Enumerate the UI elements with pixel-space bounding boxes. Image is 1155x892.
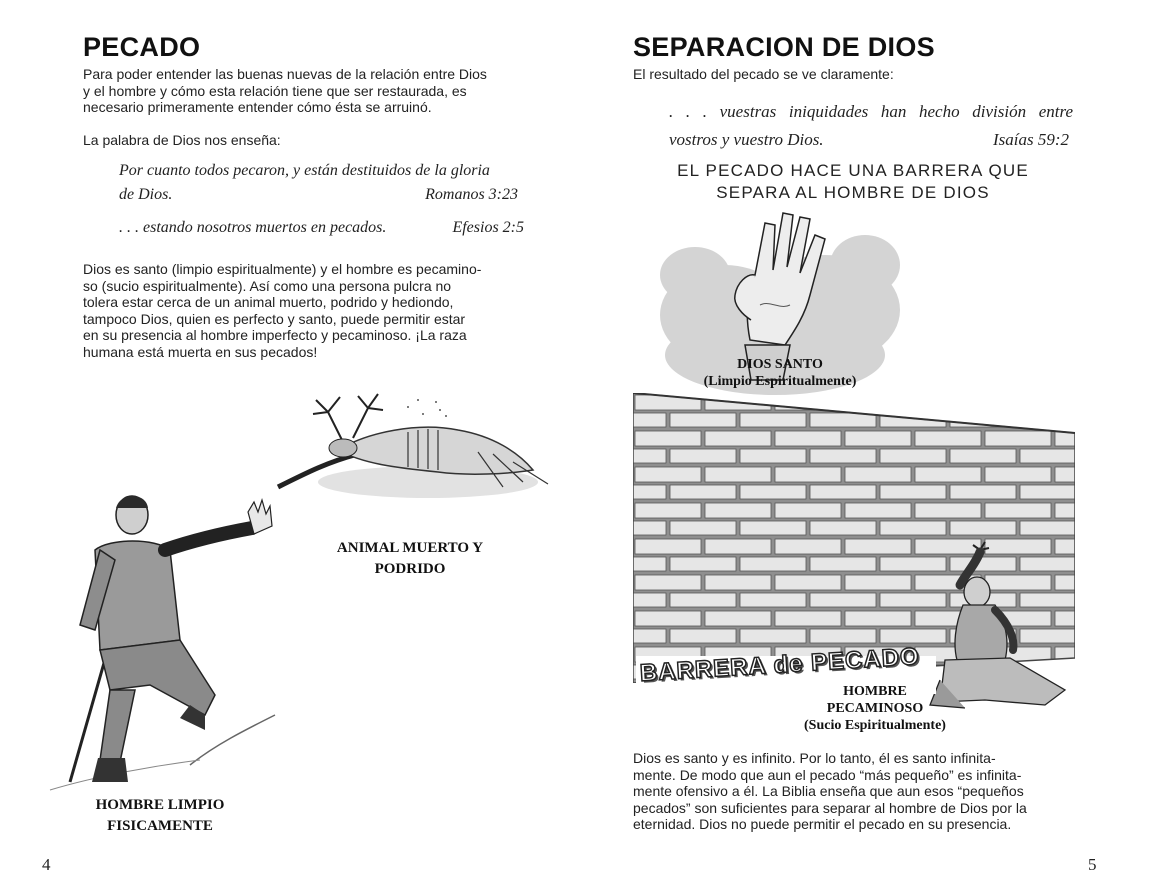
right-intro: El resultado del pecado se ve claramente: xyxy=(633,66,894,82)
verse-romanos xyxy=(119,159,524,207)
paragraph-line: mente. De modo que aun el pecado “más pequeño” es infinita- xyxy=(633,766,1022,783)
caption-line: (Sucio Espiritualmente) xyxy=(804,718,946,733)
verse-line: vostros y vuestro Dios. xyxy=(669,130,824,149)
caption-man-sinful xyxy=(790,683,960,734)
verse-line: Por cuanto todos pecaron, y están destituidos de la gloria xyxy=(119,162,490,179)
paragraph-line: pecados” son suficientes para separar al hombre de Dios por la xyxy=(633,799,1027,816)
left-lead: La palabra de Dios nos enseña: xyxy=(83,132,281,148)
paragraph-line: eternidad. Dios no puede permitir el pecado en su presencia. xyxy=(633,816,1012,832)
paragraph-line: Dios es santo y es infinito. Por lo tanto, él es santo infinita- xyxy=(633,750,996,766)
caption-line: PODRIDO xyxy=(374,561,446,577)
verse-line: de Dios. xyxy=(119,186,173,203)
caption-line: (Limpio Espiritualmente) xyxy=(703,374,857,389)
caption-god xyxy=(655,356,905,390)
intro-line: Para poder entender las buenas nuevas de la relación entre Dios xyxy=(83,66,487,82)
dead-animal-illustration xyxy=(268,392,558,512)
verse-reference: Isaías 59:2 xyxy=(992,130,1069,149)
left-intro xyxy=(83,66,523,116)
intro-line: y el hombre y cómo esta relación tiene que ser restaurada, es xyxy=(83,82,467,99)
verse-isaias xyxy=(669,98,1073,154)
caption-line: HOMBRE LIMPIO xyxy=(95,797,225,813)
verse-reference: Romanos 3:23 xyxy=(425,186,518,203)
intro-line: necesario primeramente entender cómo ésta se arruinó. xyxy=(83,99,432,115)
paragraph-line: tolera estar cerca de un animal muerto, podrido y hediondo, xyxy=(83,294,454,310)
verse-line: . . . vuestras iniquidades han hecho división entre xyxy=(669,102,1073,121)
right-page-title: SEPARACION DE DIOS xyxy=(633,32,935,62)
paragraph-line: mente ofensivo a él. La Biblia enseña que aun esos “pequeños xyxy=(633,783,1024,799)
clean-man-illustration xyxy=(40,490,280,795)
left-page-title: PECADO xyxy=(83,32,201,62)
caption-line: PECAMINOSO xyxy=(826,701,924,716)
caption-line: FISICAMENTE xyxy=(107,818,213,834)
paragraph-line: humana está muerta en sus pecados! xyxy=(83,343,318,360)
verse-line: . . . estando nosotros muertos en pecados. xyxy=(119,219,387,236)
sin-barrier-label: BARRERA de PECADO xyxy=(639,642,921,687)
left-paragraph xyxy=(83,261,523,360)
verse-efesios xyxy=(119,216,524,240)
page-number-left: 4 xyxy=(42,855,51,874)
headline-line: SEPARA AL HOMBRE DE DIOS xyxy=(716,183,990,202)
headline-line: EL PECADO HACE UNA BARRERA QUE xyxy=(677,161,1029,180)
paragraph-line: en su presencia al hombre imperfecto y pecaminoso. ¡La raza xyxy=(83,327,467,343)
caption-line: ANIMAL MUERTO Y xyxy=(336,540,484,556)
caption-line: HOMBRE xyxy=(843,684,907,699)
page-number-right: 5 xyxy=(1088,855,1097,874)
paragraph-line: Dios es santo (limpio espiritualmente) y el hombre es pecamino- xyxy=(83,261,482,277)
paragraph-line: so (sucio espiritualmente). Así como una persona pulcra no xyxy=(83,277,452,294)
verse-reference: Efesios 2:5 xyxy=(452,219,524,236)
right-paragraph xyxy=(633,750,1073,833)
headline xyxy=(633,160,1073,204)
caption-animal xyxy=(310,538,510,580)
paragraph-line: tampoco Dios, quien es perfecto y santo, puede permitir estar xyxy=(83,310,466,327)
caption-line: DIOS SANTO xyxy=(737,357,823,372)
caption-man-clean xyxy=(60,795,260,837)
